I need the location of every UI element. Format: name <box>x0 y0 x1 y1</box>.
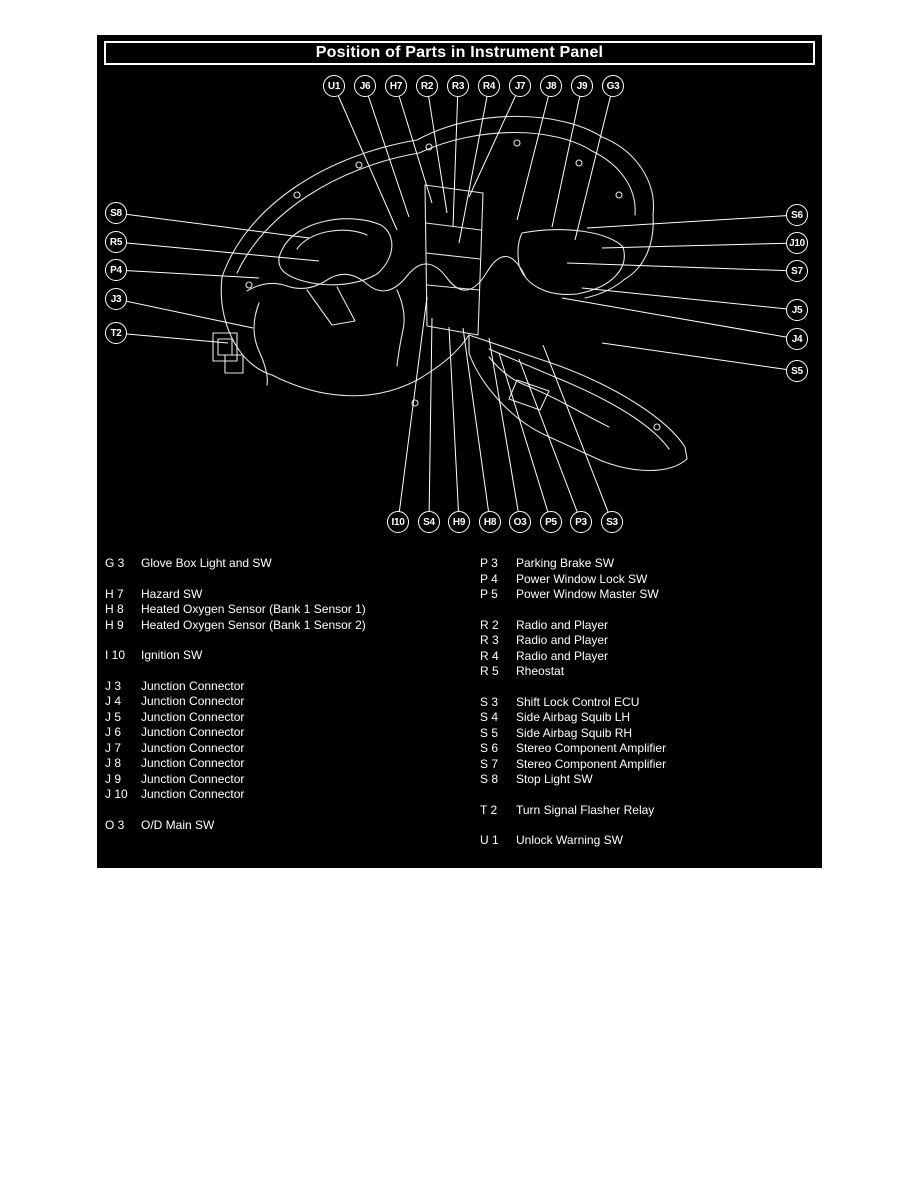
legend-item-R4 <box>480 649 666 665</box>
callout-O3: O3 <box>509 511 531 533</box>
legend-item-code: I 10 <box>105 648 126 662</box>
leader-line-J9 <box>552 86 582 227</box>
legend-item-label: Stereo Component Amplifier <box>516 741 667 755</box>
legend-item-label: O/D Main SW <box>141 817 215 832</box>
legend-item-S4 <box>480 710 666 726</box>
legend-item-code: R 4 <box>480 648 499 663</box>
leader-line-R3 <box>453 86 458 227</box>
legend-item-J10 <box>105 787 366 803</box>
callout-S4: S4 <box>418 511 440 533</box>
legend-item-label: Heated Oxygen Sensor (Bank 1 Sensor 2) <box>141 617 366 632</box>
legend-group <box>480 833 666 849</box>
legend-item-label: Junction Connector <box>141 771 245 786</box>
legend-item-code: S 7 <box>480 756 499 771</box>
callout-H7: H7 <box>385 75 407 97</box>
legend-item-code: H 9 <box>105 617 124 632</box>
legend-item-label: Junction Connector <box>141 740 245 755</box>
legend-item-code: J 3 <box>105 678 122 693</box>
legend-item-code: J 5 <box>105 709 122 724</box>
leader-line-J3 <box>116 299 253 328</box>
callout-J6: J6 <box>354 75 376 97</box>
legend-item-code: S 8 <box>480 772 499 786</box>
leader-line-P3 <box>519 359 581 522</box>
legend-group <box>480 556 666 603</box>
callout-H9: H9 <box>448 511 470 533</box>
legend-item-code: R 3 <box>480 633 499 647</box>
legend-item-code: R 2 <box>480 617 499 632</box>
legend-item-code: P 5 <box>480 587 498 601</box>
leader-line-T2 <box>116 333 228 343</box>
legend-item-label: Heated Oxygen Sensor (Bank 1 Sensor 1) <box>141 602 366 616</box>
leader-line-O3 <box>489 338 520 522</box>
legend-item-S5 <box>480 726 666 742</box>
legend-right-column <box>480 556 666 864</box>
leader-line-J10 <box>602 243 797 248</box>
leader-line-S4 <box>429 318 432 522</box>
legend-item-S6 <box>480 741 666 757</box>
callout-S5: S5 <box>786 360 808 382</box>
legend-item-label: Power Window Master SW <box>516 587 659 601</box>
legend-group <box>480 618 666 680</box>
legend-group <box>105 556 366 572</box>
legend-item-S7 <box>480 757 666 773</box>
leader-line-J7 <box>469 86 520 197</box>
legend-item-code: P 3 <box>480 556 498 570</box>
legend-item-label: Rheostat <box>516 664 565 678</box>
legend-item-O3 <box>105 818 366 834</box>
callout-S8: S8 <box>105 202 127 224</box>
legend-item-J3 <box>105 679 366 695</box>
legend-item-code: H 7 <box>105 586 124 601</box>
legend-item-G3 <box>105 556 366 572</box>
legend-item-code: J 8 <box>105 756 122 770</box>
legend-item-U1 <box>480 833 666 849</box>
legend-item-J7 <box>105 741 366 757</box>
legend-item-label: Parking Brake SW <box>516 556 615 570</box>
legend-left-column <box>105 556 366 848</box>
legend-group <box>480 803 666 819</box>
legend-item-code: J 6 <box>105 725 122 739</box>
leader-line-J8 <box>517 86 551 220</box>
callout-J7: J7 <box>509 75 531 97</box>
legend-item-code: J 9 <box>105 771 122 786</box>
leader-line-S7 <box>567 263 797 271</box>
legend-item-code: S 3 <box>480 694 499 709</box>
legend-item-code: T 2 <box>480 802 498 817</box>
callout-R4: R4 <box>478 75 500 97</box>
legend-item-code: J 7 <box>105 740 122 755</box>
legend-item-P5 <box>480 587 666 603</box>
callout-leader-lines <box>116 86 797 522</box>
leader-line-H9 <box>449 327 459 522</box>
legend-item-label: Junction Connector <box>141 709 245 724</box>
legend-item-J8 <box>105 756 366 772</box>
leader-line-P5 <box>499 353 551 522</box>
legend-item-code: U 1 <box>480 833 499 847</box>
legend-item-J5 <box>105 710 366 726</box>
callout-R2: R2 <box>416 75 438 97</box>
callout-J10: J10 <box>786 232 808 254</box>
legend-item-code: S 4 <box>480 710 499 724</box>
legend-item-label: Shift Lock Control ECU <box>516 694 640 709</box>
legend-group <box>480 695 666 788</box>
legend-item-label: Junction Connector <box>141 787 245 801</box>
legend-item-label: Stop Light SW <box>516 772 593 786</box>
leader-line-S3 <box>543 345 612 522</box>
legend-item-label: Unlock Warning SW <box>516 833 623 847</box>
legend-item-R5 <box>480 664 666 680</box>
legend-item-P4 <box>480 572 666 588</box>
legend-item-H9 <box>105 618 366 634</box>
leader-line-S5 <box>602 343 797 371</box>
callout-J8: J8 <box>540 75 562 97</box>
legend-item-J6 <box>105 725 366 741</box>
legend-item-label: Side Airbag Squib LH <box>516 710 631 724</box>
legend-item-J9 <box>105 772 366 788</box>
callout-S3: S3 <box>601 511 623 533</box>
legend-item-S3 <box>480 695 666 711</box>
legend-item-R3 <box>480 633 666 649</box>
diagram-panel <box>97 35 822 868</box>
legend-item-label: Radio and Player <box>516 633 609 647</box>
legend-item-code: S 5 <box>480 725 499 740</box>
legend-item-P3 <box>480 556 666 572</box>
legend-item-T2 <box>480 803 666 819</box>
legend-item-R2 <box>480 618 666 634</box>
legend-item-code: R 5 <box>480 664 499 678</box>
callout-P3: P3 <box>570 511 592 533</box>
callout-J3: J3 <box>105 288 127 310</box>
legend-item-code: P 4 <box>480 571 498 586</box>
callout-J9: J9 <box>571 75 593 97</box>
legend-item-H7 <box>105 587 366 603</box>
callout-I10: I10 <box>387 511 409 533</box>
callout-S6: S6 <box>786 204 808 226</box>
legend-item-label: Junction Connector <box>141 725 245 739</box>
legend-group <box>105 679 366 803</box>
callout-H8: H8 <box>479 511 501 533</box>
legend-item-S8 <box>480 772 666 788</box>
legend-item-J4 <box>105 694 366 710</box>
leader-line-S6 <box>587 215 797 228</box>
leader-line-H8 <box>463 328 490 522</box>
legend-item-label: Radio and Player <box>516 648 609 663</box>
legend-group <box>105 648 366 664</box>
legend-item-label: Stereo Component Amplifier <box>516 756 667 771</box>
callout-R5: R5 <box>105 231 127 253</box>
legend-item-label: Radio and Player <box>516 617 609 632</box>
leader-line-R5 <box>116 242 319 261</box>
legend-item-label: Turn Signal Flasher Relay <box>516 802 655 817</box>
legend-item-code: G 3 <box>105 556 125 570</box>
legend-item-label: Ignition SW <box>141 648 203 662</box>
page-title: Position of Parts in Instrument Panel <box>315 44 604 61</box>
leader-line-J4 <box>562 298 797 339</box>
legend-item-label: Side Airbag Squib RH <box>516 725 633 740</box>
callout-S7: S7 <box>786 260 808 282</box>
dashboard-line-art <box>213 116 687 470</box>
legend-item-label: Glove Box Light and SW <box>141 556 272 570</box>
callout-U1: U1 <box>323 75 345 97</box>
legend-item-label: Junction Connector <box>141 678 245 693</box>
leader-line-U1 <box>334 86 397 230</box>
legend-item-label: Power Window Lock SW <box>516 571 648 586</box>
leader-line-R4 <box>459 86 489 243</box>
legend-group <box>105 587 366 634</box>
callout-J4: J4 <box>786 328 808 350</box>
legend-item-code: O 3 <box>105 817 125 832</box>
callout-P5: P5 <box>540 511 562 533</box>
legend-item-I10 <box>105 648 366 664</box>
callout-T2: T2 <box>105 322 127 344</box>
legend-item-code: J 4 <box>105 694 122 708</box>
legend-item-H8 <box>105 602 366 618</box>
callout-J5: J5 <box>786 299 808 321</box>
legend-item-label: Junction Connector <box>141 694 245 708</box>
title-bar <box>104 41 815 65</box>
legend-group <box>105 818 366 834</box>
callout-R3: R3 <box>447 75 469 97</box>
legend-item-code: S 6 <box>480 741 499 755</box>
legend-item-label: Hazard SW <box>141 586 203 601</box>
legend-item-code: J 10 <box>105 787 128 801</box>
leader-line-G3 <box>575 86 613 240</box>
callout-P4: P4 <box>105 259 127 281</box>
legend-item-label: Junction Connector <box>141 756 245 770</box>
callout-G3: G3 <box>602 75 624 97</box>
legend-item-code: H 8 <box>105 602 124 616</box>
